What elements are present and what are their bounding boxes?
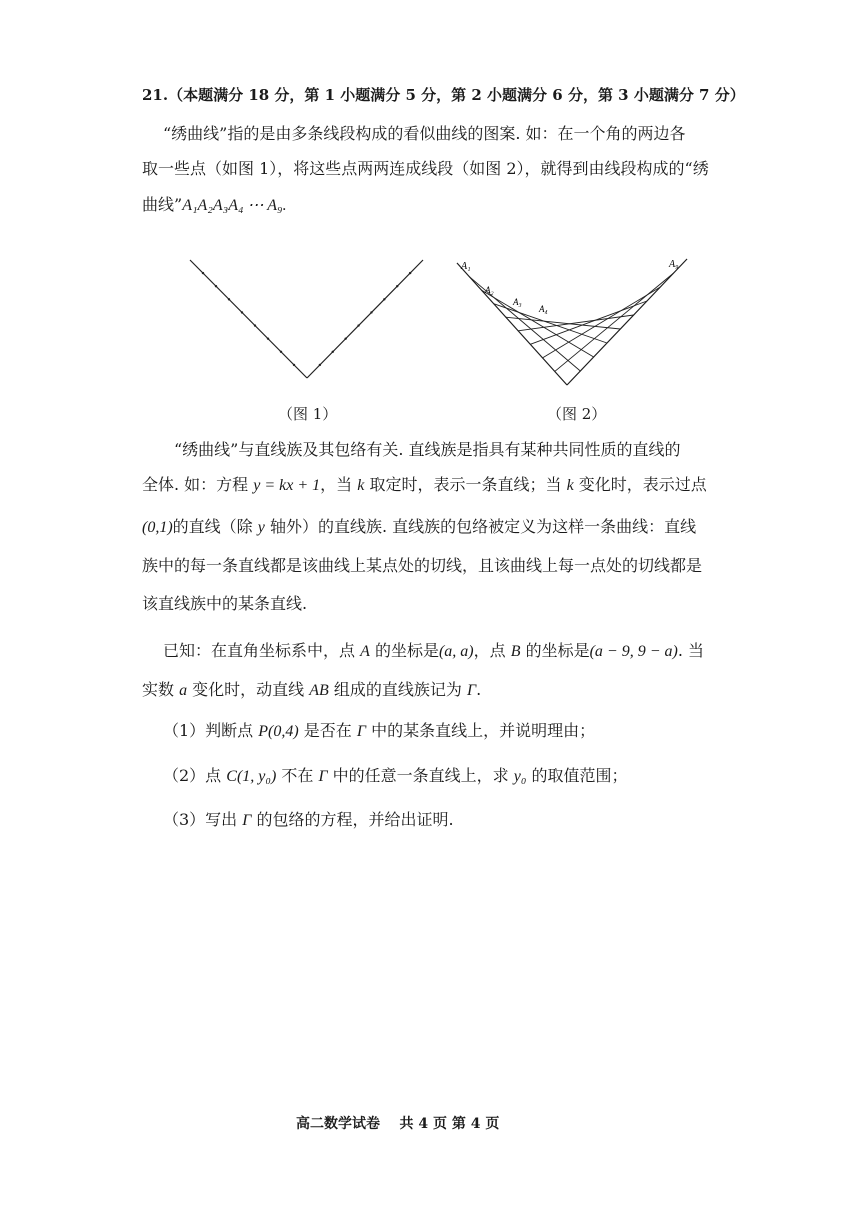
gamma-symbol: Γ (356, 723, 367, 740)
para2-line-4: 族中的每一条直线都是该曲线上某点处的切线，且该曲线上每一点处的切线都是 (142, 556, 703, 575)
line-ab: AB (309, 682, 329, 699)
fig1-tick-point (357, 324, 359, 326)
fig1-tick-point (254, 324, 256, 326)
fig1-tick-point (319, 364, 321, 366)
sub-question-2 (163, 763, 628, 786)
fig1-tick-point (202, 272, 204, 274)
sub-question-1 (163, 718, 595, 741)
para2-line-3 (142, 514, 696, 537)
fig2-label-a9: A₉ (669, 259, 679, 270)
gamma-symbol: Γ (318, 768, 328, 785)
q2-text-d: 的取值范围； (526, 766, 628, 785)
figure-1-caption: （图 1） (278, 405, 338, 423)
q2-text-b: 不在 (276, 766, 319, 785)
para2-line-1: “绣曲线”与直线族及其包络有关. 直线族是指具有某种共同性质的直线的 (174, 440, 681, 459)
point-b-coord: (a − 9, 9 − a) (589, 643, 678, 660)
var-k: k (566, 477, 574, 494)
fig1-tick-point (228, 298, 230, 300)
point-p: P(0,4) (258, 723, 299, 740)
known-text-h: 组成的直线族记为 (328, 680, 468, 699)
known-text-i: . (476, 680, 482, 699)
gamma-symbol: Γ (467, 682, 477, 699)
point-a-name: A (360, 643, 370, 660)
point-a-coord: (a, a) (438, 643, 474, 660)
intro-line-1: “绣曲线”指的是由多条线段构成的看似曲线的图案. 如：在一个角的两边各 (163, 124, 686, 143)
fig1-tick-marks (202, 272, 412, 366)
known-text-c: ，点 (473, 641, 511, 660)
fig1-left-ray (190, 260, 307, 378)
q3-text-a: （3）写出 (163, 810, 243, 829)
fig2-label-a3: A₃ (513, 297, 522, 307)
fig1-tick-point (280, 351, 282, 353)
fig2-label-a4: A₄ (539, 304, 548, 314)
q3-text-b: 的包络的方程，并给出证明. (251, 810, 454, 829)
known-text-e: . 当 (677, 641, 705, 660)
known-text-d: 的坐标是 (520, 641, 590, 660)
known-text-f: 实数 (142, 680, 180, 699)
q1-text-a: （1）判断点 (163, 721, 259, 740)
fig1-tick-point (370, 311, 372, 313)
fig1-tick-point (344, 337, 346, 339)
intro-line-3-math: A₁A₂A₃A₄ ⋯ A₉. (182, 197, 287, 214)
var-a: a (179, 682, 188, 699)
para2-text-f: 轴外）的直线族. 直线族的包络被定义为这样一条曲线：直线 (264, 517, 697, 536)
figure-2 (455, 255, 700, 390)
page-footer: 高二数学试卷 共 4 页 第 4 页 (296, 1116, 500, 1132)
para2-text-e: 的直线（除 (172, 517, 258, 536)
para2-text-a: 全体. 如：方程 (142, 475, 254, 494)
fig2-segments (457, 259, 687, 385)
known-line-2 (142, 677, 481, 700)
figure-1 (185, 255, 435, 385)
point-c: C(1, y₀) (226, 768, 277, 785)
question-header: 21.（本题满分 18 分，第 1 小题满分 5 分，第 2 小题满分 6 分，第 3 小题满分 7 分） (142, 86, 745, 104)
fig1-tick-point (241, 311, 243, 313)
fig2-label-a1: A₁ (461, 261, 471, 272)
para2-text-b: ，当 (320, 475, 358, 494)
equation-y-kx-1: y = kx + 1 (253, 477, 321, 494)
fig1-tick-point (215, 285, 217, 287)
q2-text-c: 中的任意一条直线上，求 (327, 766, 514, 785)
point-0-1: (0,1) (142, 519, 173, 536)
intro-line-3-text: 曲线” (142, 195, 183, 214)
known-text-a: 已知：在直角坐标系中，点 (163, 641, 361, 660)
fig2-segment (555, 273, 674, 371)
var-y: y (257, 519, 265, 536)
para2-line-5: 该直线族中的某条直线. (142, 594, 308, 613)
para2-line-2 (142, 472, 707, 495)
fig1-tick-point (332, 351, 334, 353)
q1-text-c: 中的某条直线上，并说明理由； (366, 721, 596, 740)
fig1-tick-point (396, 285, 398, 287)
fig2-segment (457, 263, 567, 385)
gamma-symbol: Γ (242, 812, 252, 829)
para2-text-c: 取定时，表示一条直线；当 (364, 475, 567, 494)
para2-text-d: 变化时，表示过点 (573, 475, 707, 494)
intro-line-2: 取一些点（如图 1），将这些点两两连成线段（如图 2），就得到由线段构成的“绣 (142, 159, 709, 178)
fig1-tick-point (293, 364, 295, 366)
fig1-tick-point (267, 337, 269, 339)
fig1-tick-point (409, 272, 411, 274)
figure-2-caption: （图 2） (547, 405, 607, 423)
q1-text-b: 是否在 (298, 721, 357, 740)
fig2-label-a2: A₂ (485, 285, 494, 295)
intro-line-3 (142, 192, 287, 215)
known-line-1 (163, 638, 704, 661)
fig1-tick-point (383, 298, 385, 300)
point-b-name: B (510, 643, 521, 660)
sub-question-3 (163, 807, 454, 830)
known-text-g: 变化时，动直线 (187, 680, 310, 699)
var-y0: y₀ (513, 768, 527, 785)
known-text-b: 的坐标是 (369, 641, 439, 660)
q2-text-a: （2）点 (163, 766, 227, 785)
fig2-segment (481, 290, 593, 357)
fig1-right-ray (307, 260, 423, 378)
var-k: k (357, 477, 365, 494)
